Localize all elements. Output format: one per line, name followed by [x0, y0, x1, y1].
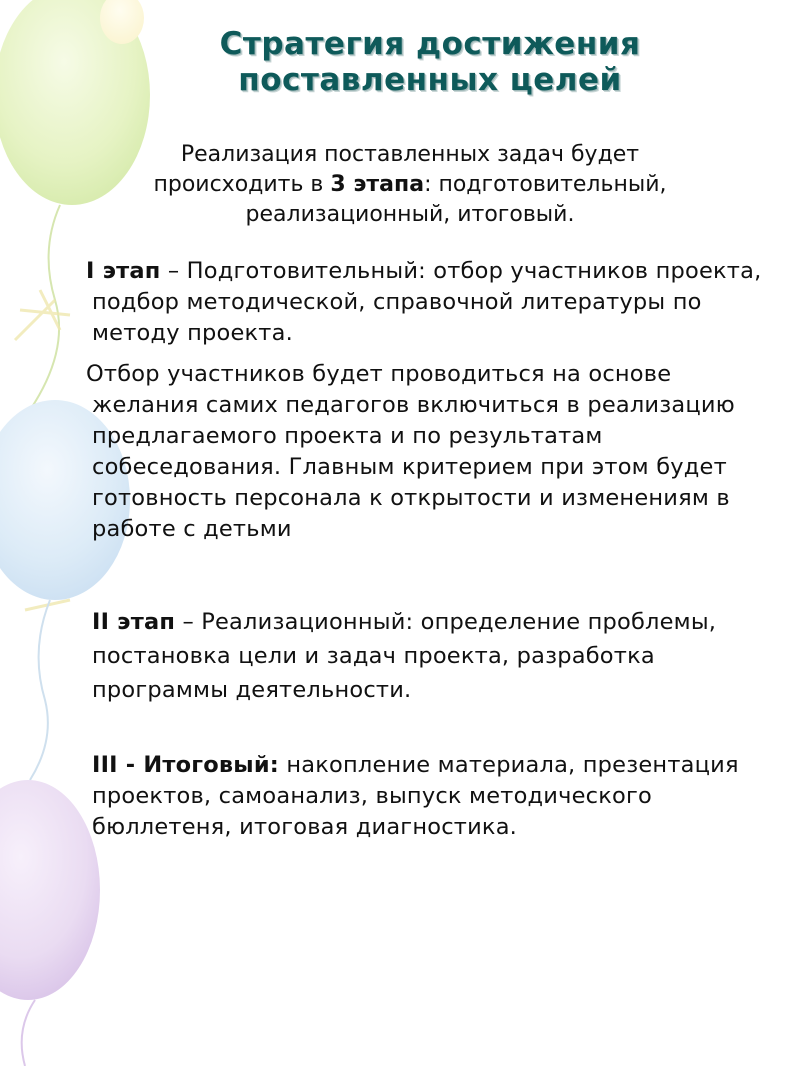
intro-text-post: : подготовительный, реализационный, итоговый. — [245, 172, 667, 227]
slide-title — [140, 26, 720, 98]
selection-paragraph: Отбор участников будет проводиться на основе желания самих педагогов включиться в реализацию предлагаемого проекта и по результатам собеседования. Главным критерием при этом будет готовность персонала к открытости и изменениям в работе с детьми — [86, 361, 735, 542]
stage-1-label: I этап — [86, 258, 161, 284]
stage-3-text: накопление материала, презентация проектов, самоанализ, выпуск методического бюллетеня, итоговая диагностика. — [92, 752, 739, 840]
intro-text-pre: Реализация поставленных задач будет происходить в — [153, 142, 640, 197]
stage-3-label: III - Итоговый: — [92, 752, 280, 778]
title-line-2: поставленных целей — [238, 62, 622, 98]
title-line-1: Стратегия достижения — [219, 26, 641, 62]
intro-text-bold: 3 этапа — [330, 172, 425, 197]
stage-2-paragraph — [92, 605, 772, 707]
stage-2-text: – Реализационный: определение проблемы, постановка цели и задач проекта, разработка программы деятельности. — [92, 609, 717, 703]
intro-paragraph — [110, 140, 710, 230]
stage-1-paragraph — [86, 256, 772, 349]
stage-1-text: – Подготовительный: отбор участников проекта, подбор методической, справочной литературы по методу проекта. — [92, 258, 762, 346]
stage-2-label: II этап — [92, 609, 176, 635]
balloon-purple — [0, 780, 100, 1000]
stage-3-paragraph — [92, 750, 772, 843]
